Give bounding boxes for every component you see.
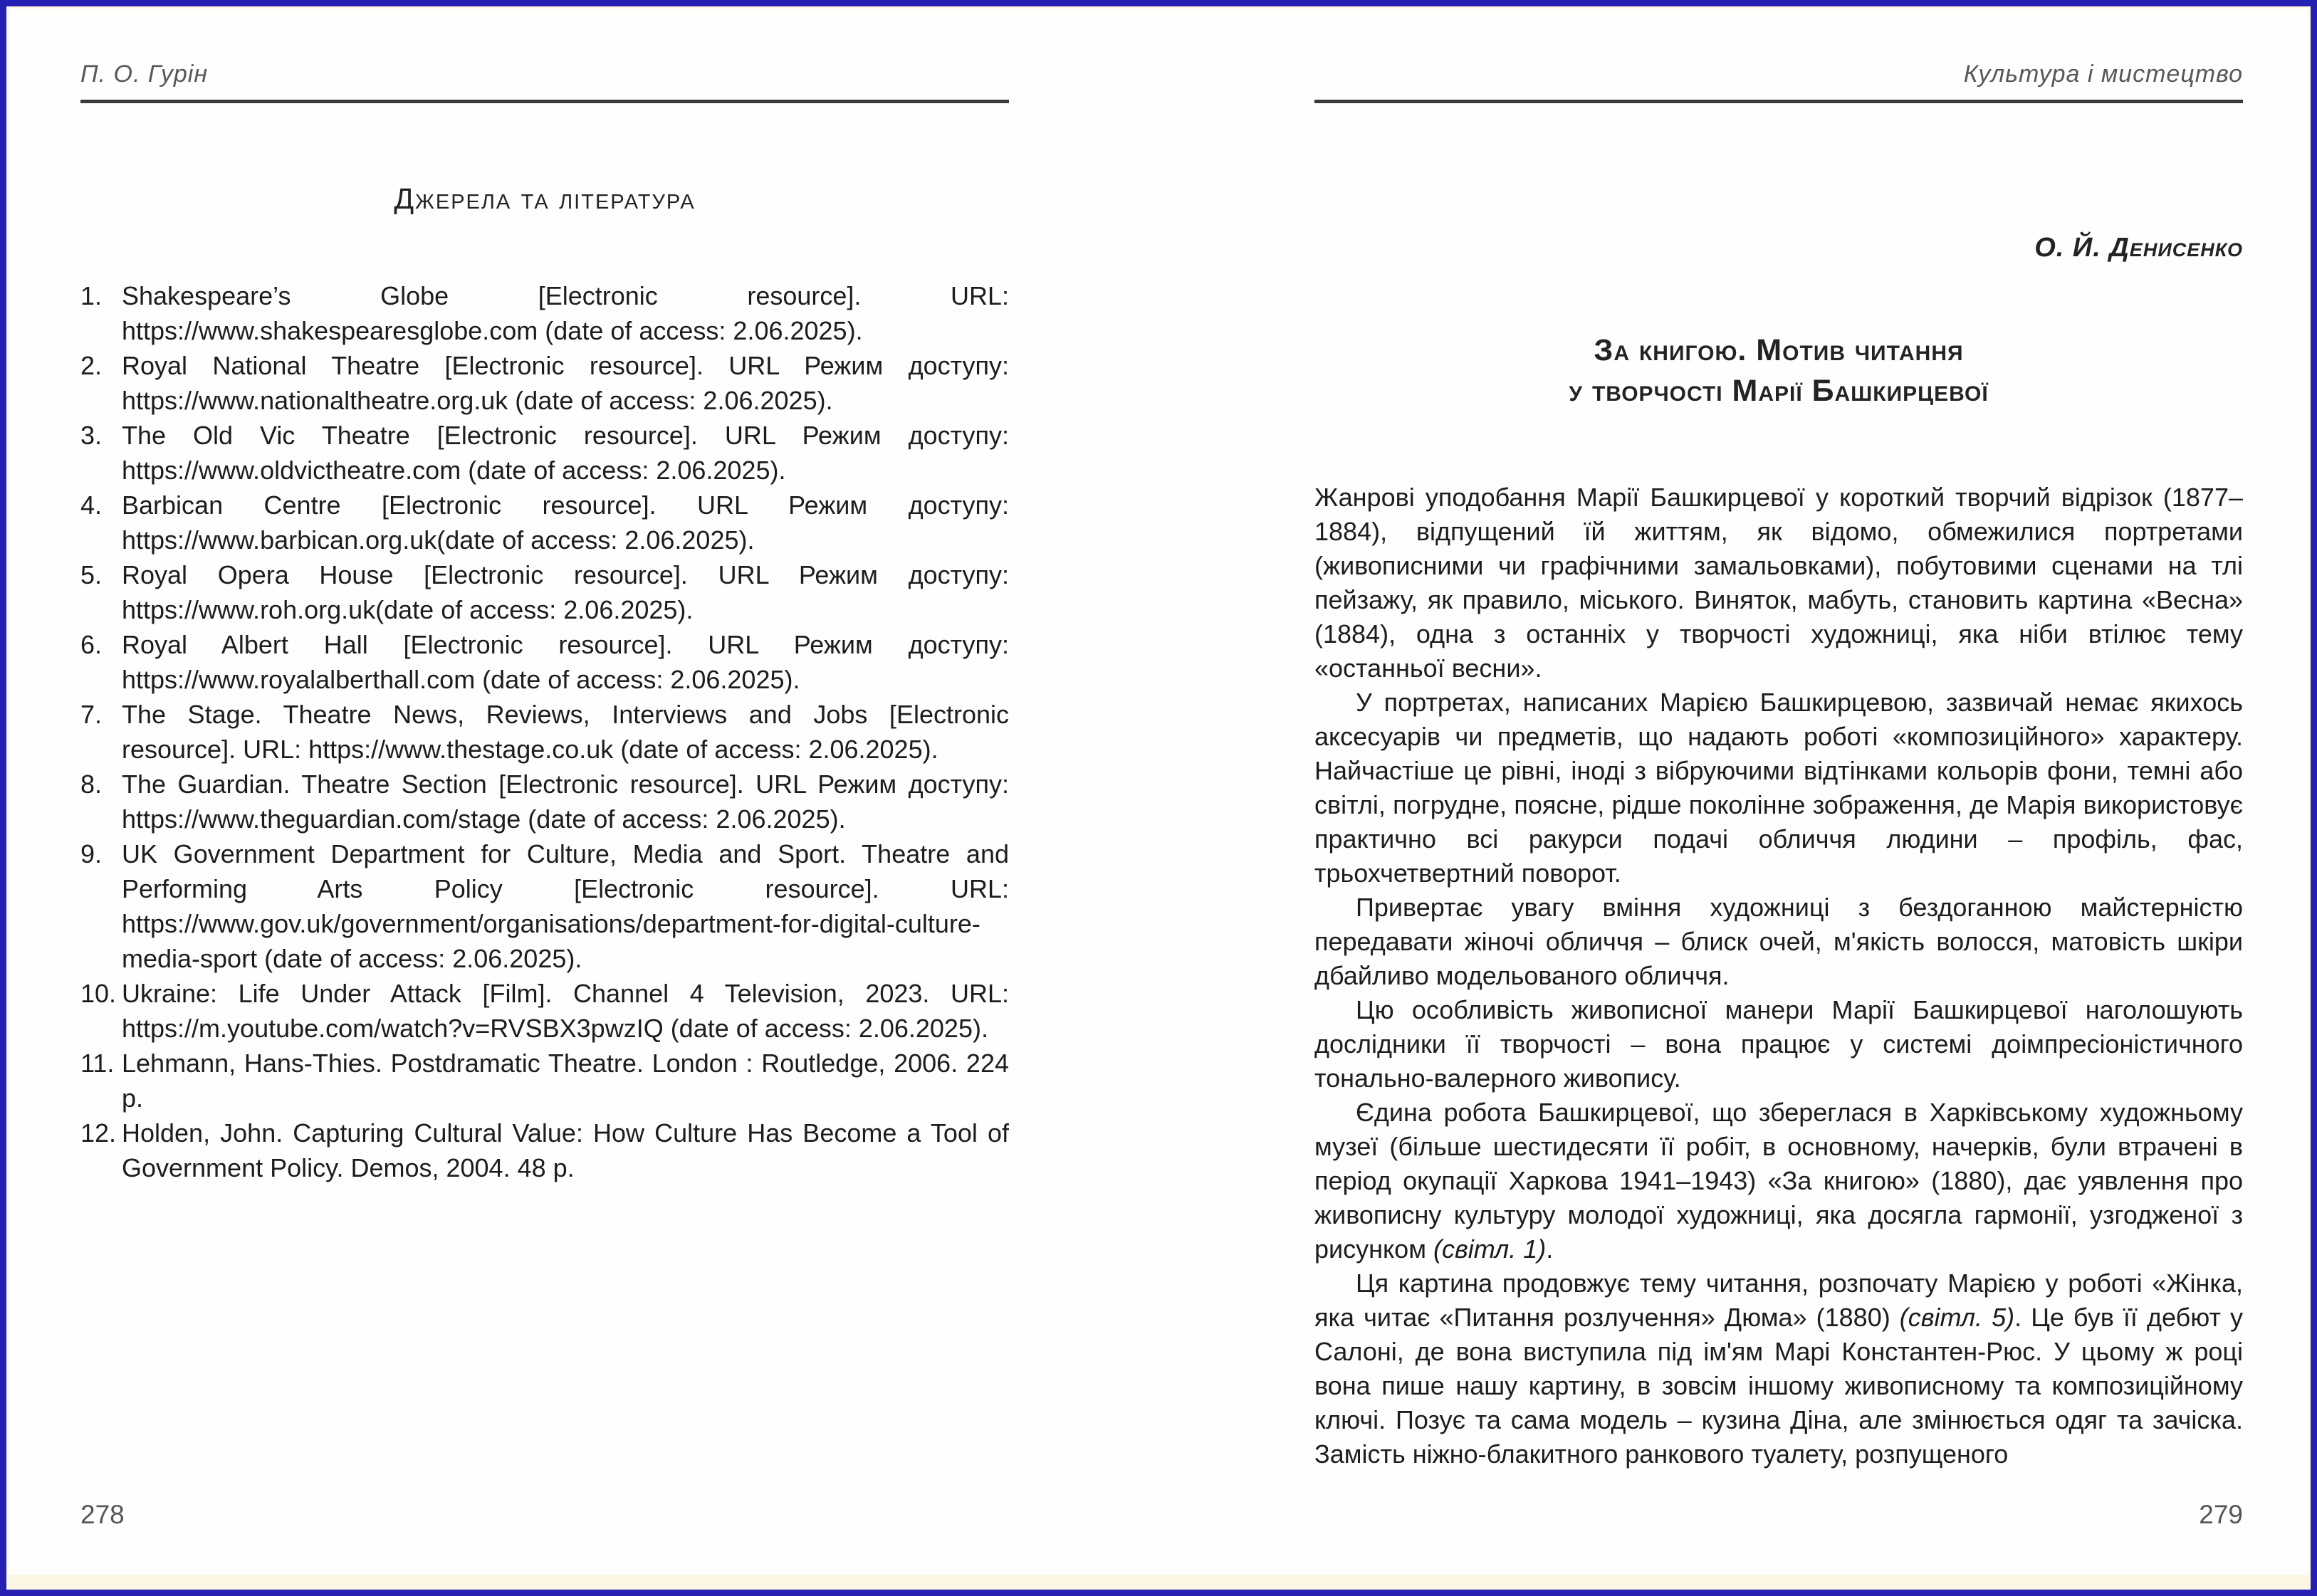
ref-text: Ukraine: Life Under Attack [Film]. Channel 4 Television, 2023. URL: https://m.youtube.com/watch?v=RVSBX3pwzIQ (date of access: 2.06.2025). [122, 979, 1009, 1043]
paragraph [1314, 1266, 2243, 1471]
paragraph [1314, 686, 2243, 891]
reference-item [80, 1046, 1009, 1115]
left-page [80, 6, 1009, 1590]
ref-number: 2. [80, 351, 103, 380]
paragraph-text: Цю особливість живописної манери Марії Башкирцевої наголошують дослідники її творчості – вона працює у системі доімпресіоністичного тонально-валерного живопису. [1314, 995, 2243, 1093]
ref-text: Holden, John. Capturing Cultural Value: How Culture Has Become a Tool of Government Policy. Demos, 2004. 48 p. [122, 1118, 1009, 1182]
ref-number: 8. [80, 770, 103, 799]
ref-text: Royal Albert Hall [Electronic resource]. URL Режим доступу: https://www.royalalberthall.com (date of access: 2.06.2025). [122, 630, 1009, 694]
reference-item [80, 976, 1009, 1046]
reference-item [80, 557, 1009, 627]
paragraph-text: Привертає увагу вміння художниці з бездоганною майстерністю передавати жіночі обличчя – блиск очей, м'якість волосся, матовість шкіри дбайливо модельованого обличчя. [1314, 893, 2243, 990]
ref-number: 5. [80, 560, 103, 589]
paragraph [1314, 891, 2243, 993]
header-rule [1314, 100, 2243, 103]
running-head-author: П. О. Гурін [80, 61, 209, 88]
reference-item [80, 278, 1009, 348]
article-title-line2: у творчості Марії Башкирцевої [1569, 374, 1989, 408]
reference-item [80, 697, 1009, 767]
ref-number: 6. [80, 630, 103, 659]
paragraph [1314, 993, 2243, 1096]
ref-number: 10. [80, 979, 117, 1008]
ref-number: 3. [80, 421, 103, 450]
reference-item [80, 488, 1009, 557]
paragraph [1314, 481, 2243, 686]
reference-item [80, 348, 1009, 418]
page-number-right: 279 [2199, 1500, 2243, 1529]
reference-item [80, 1115, 1009, 1185]
ref-text: The Stage. Theatre News, Reviews, Interviews and Jobs [Electronic resource]. URL: https://www.thestage.co.uk (date of access: 2.06.2025). [122, 700, 1009, 764]
article-body [1314, 481, 2243, 1471]
reference-item [80, 836, 1009, 976]
references-list [80, 278, 1009, 1185]
paragraph-text: Ця картина продовжує тему читання, розпочату Марією у роботі «Жінка, яка читає «Питання розлучення» Дюма» (1880) [1314, 1269, 2243, 1332]
ref-text: Shakespeare’s Globe [Electronic resource]. URL: https://www.shakespearesglobe.com (date of access: 2.06.2025). [122, 281, 1009, 345]
paragraph-text: . [1546, 1234, 1554, 1264]
paragraph-text: Жанрові уподобання Марії Башкирцевої у короткий творчий відрізок (1877–1884), відпущений їй життям, як відомо, обмежилися портретами (живописними чи графічними замальовками), побутовими сценами на тлі пейзажу, як правило, міського. Виняток, мабуть, становить картина «Весна» (1884), одна з останніх у творчості художниці, яка ніби втілює тему «останньої весни». [1314, 483, 2243, 683]
ref-number: 11. [80, 1049, 115, 1078]
right-page [1314, 6, 2243, 1590]
article-title-line1: За книгою. Мотив читання [1594, 333, 1964, 367]
article-author: О. Й. Денисенко [2034, 233, 2243, 263]
reference-item [80, 627, 1009, 697]
ref-text: Lehmann, Hans-Thies. Postdramatic Theatre. London : Routledge, 2006. 224 p. [122, 1049, 1009, 1113]
ref-number: 12. [80, 1118, 117, 1148]
ref-number: 1. [80, 281, 103, 310]
article-title [1314, 330, 2243, 411]
ref-number: 9. [80, 839, 103, 868]
ref-text: Royal Opera House [Electronic resource]. URL Режим доступу: https://www.roh.org.uk(date of access: 2.06.2025). [122, 560, 1009, 624]
paragraph [1314, 1096, 2243, 1266]
paragraph-text: У портретах, написаних Марією Башкирцевою, зазвичай немає якихось аксесуарів чи предметів, що надають роботі «композиційного» характеру. Найчастіше це рівні, іноді з вібруючими відтінками кольорів фони, темні або світлі, погрудне, поясне, рідше поколінне зображення, де Марія використовує практично всі ракурси подачі обличчя людини – профіль, фас, трьохчетвертний поворот. [1314, 688, 2243, 888]
ref-text: Royal National Theatre [Electronic resource]. URL Режим доступу: https://www.nationaltheatre.org.uk (date of access: 2.06.2025). [122, 351, 1009, 415]
page-number-left: 278 [80, 1500, 125, 1529]
ref-text: The Old Vic Theatre [Electronic resource]. URL Режим доступу: https://www.oldvictheatre.com (date of access: 2.06.2025). [122, 421, 1009, 485]
header-rule [80, 100, 1009, 103]
ref-text: UK Government Department for Culture, Media and Sport. Theatre and Performing Arts Policy [Electronic resource]. URL: https://www.gov.uk/government/organisations/department-for-digital-culture-media-sport (date of access: 2.06.2025). [122, 839, 1009, 973]
ref-text: Barbican Centre [Electronic resource]. URL Режим доступу: https://www.barbican.org.uk(date of access: 2.06.2025). [122, 490, 1009, 555]
reference-item [80, 767, 1009, 836]
reference-item [80, 418, 1009, 488]
paragraph-text: . Це був її дебют у Салоні, де вона виступила під ім'ям Марі Константен-Рюс. У цьому ж році вона пише нашу картину, в зовсім іншому живописному та композиційному ключі. Позує та сама модель – кузина Діна, але змінюється одяг та зачіска. Замість ніжно-блакитного ранкового туалету, розпущеного [1314, 1303, 2244, 1469]
paragraph-text: Єдина робота Башкирцевої, що збереглася в Харківському художньому музеї (більше шестидесяти її робіт, в основному, начерків, були втрачені в період окупації Харкова 1941–1943) «За книгою» (1880), дає уявлення про живописну культуру молодої художниці, яка досягла гармонії, узгодженої з рисунком [1314, 1098, 2243, 1264]
running-head-section: Культура і мистецтво [1963, 61, 2243, 88]
ref-text: The Guardian. Theatre Section [Electronic resource]. URL Режим доступу: https://www.theguardian.com/stage (date of access: 2.06.2025). [122, 770, 1009, 834]
section-title: Джерела та література [394, 182, 696, 215]
ref-number: 4. [80, 490, 103, 520]
figure-reference: (світл. 1) [1433, 1234, 1547, 1264]
ref-number: 7. [80, 700, 103, 729]
figure-reference: (світл. 5) [1899, 1303, 2015, 1332]
